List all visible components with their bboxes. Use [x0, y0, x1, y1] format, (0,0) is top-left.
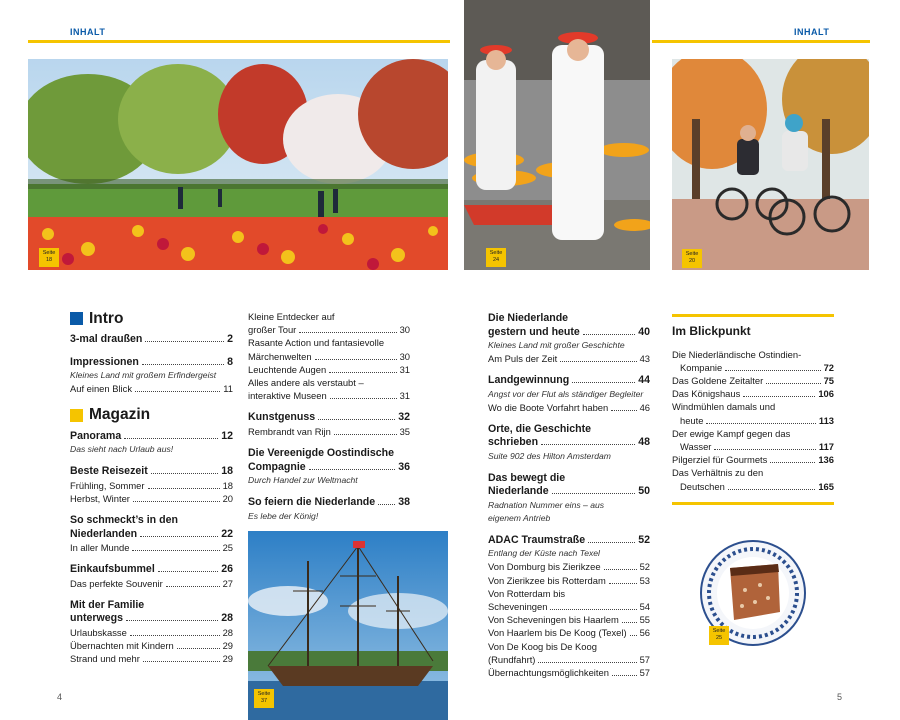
dot-leader [611, 410, 636, 411]
toc-entry[interactable] [70, 479, 233, 492]
toc-heading-entry[interactable] [248, 447, 410, 461]
toc-heading-entry[interactable] [488, 534, 650, 548]
section-heading-magazin [70, 406, 233, 424]
toc-entry[interactable] [672, 466, 834, 479]
toc-entry-title: heute [680, 414, 704, 426]
toc-entry[interactable] [672, 427, 834, 440]
toc-page-number: 54 [639, 601, 650, 613]
toc-page-number: 30 [399, 324, 410, 336]
toc-entry[interactable] [672, 440, 834, 453]
toc-entry-title: Einkaufsbummel [70, 563, 155, 576]
page-ref-tag: Seite 25 [709, 626, 729, 645]
dot-leader [541, 444, 635, 445]
toc-heading-entry[interactable] [248, 411, 410, 425]
blickpunkt-box [672, 314, 834, 505]
dot-leader [770, 462, 815, 463]
page-number-left: 4 [57, 692, 63, 702]
dot-leader [140, 536, 218, 537]
toc-heading-entry[interactable] [488, 485, 650, 499]
toc-entry-title: Die Niederländische Ostindien- [672, 348, 802, 360]
header-rule-left [28, 40, 450, 43]
dot-leader [766, 383, 820, 384]
toc-entry[interactable] [248, 389, 410, 402]
toc-heading-entry[interactable] [488, 436, 650, 450]
dot-leader [177, 648, 220, 649]
toc-entry-title: Das Verhältnis zu den [672, 467, 764, 479]
toc-page-number: 12 [221, 429, 233, 442]
toc-page-number: 18 [222, 479, 233, 491]
toc-entry-title: interaktive Museen [248, 390, 327, 402]
toc-entry-title: Wo die Boote Vorfahrt haben [488, 401, 609, 413]
toc-page-number: 36 [398, 460, 410, 473]
toc-subtitle: Entlang der Küste nach Texel [488, 548, 600, 559]
dot-leader [315, 359, 397, 360]
toc-entry[interactable] [488, 666, 650, 679]
toc-page-number: 53 [639, 574, 650, 586]
toc-entry-title: Der ewige Kampf gegen das [672, 427, 791, 439]
toc-page-number: 106 [818, 388, 834, 400]
dot-leader [714, 449, 815, 450]
toc-entry-title: Am Puls der Zeit [488, 353, 558, 364]
toc-page-number: 46 [639, 401, 650, 413]
toc-heading-entry[interactable] [70, 465, 233, 479]
page-ref-tag: Seite 20 [682, 249, 702, 268]
toc-subtitle: Das sieht nach Urlaub aus! [70, 444, 174, 455]
dot-leader [552, 493, 636, 494]
toc-heading-entry[interactable] [70, 430, 233, 444]
toc-entry-title: Das bewegt die [488, 471, 566, 484]
toc-entry-title: Kompanie [680, 361, 723, 373]
toc-entry-title: Kleine Entdecker auf [248, 311, 335, 322]
toc-entry-title: Auf einen Blick [70, 383, 133, 395]
dot-leader [299, 332, 396, 333]
toc-entry-title: unterwegs [70, 612, 123, 625]
toc-entry-title: Rembrandt van Rijn [248, 425, 331, 437]
toc-entry-title: Urlaubskasse [70, 626, 127, 638]
toc-entry[interactable] [672, 387, 834, 400]
toc-entry-title: Übernachten mit Kindern [70, 640, 174, 652]
toc-entry-title: Windmühlen damals und [672, 401, 776, 413]
dot-leader [126, 620, 218, 621]
dot-leader [143, 661, 220, 662]
toc-entry-title: ADAC Traumstraße [488, 533, 586, 546]
toc-heading-entry[interactable] [70, 514, 233, 528]
tall-ship-photo [248, 531, 448, 720]
toc-entry[interactable] [248, 323, 410, 336]
toc-entry-title: Panorama [70, 429, 122, 442]
toc-subtitle: Angst vor der Flut als ständiger Begleiter [488, 388, 644, 399]
toc-entry-title: Deutschen [680, 480, 725, 492]
dot-leader [330, 398, 397, 399]
dot-leader [728, 489, 816, 490]
toc-entry-title: Scheveningen [488, 601, 548, 613]
toc-heading-entry[interactable] [70, 599, 233, 613]
dot-leader [622, 622, 637, 623]
toc-page-number: 20 [222, 492, 233, 504]
page-ref-tag: Seite 37 [254, 689, 274, 708]
toc-entry[interactable] [70, 541, 233, 554]
toc-entry-title: Niederlanden [70, 527, 138, 540]
toc-heading-entry[interactable] [70, 356, 233, 370]
toc-page-number: 50 [638, 485, 650, 498]
dot-leader [334, 434, 397, 435]
toc-page-number: 8 [227, 355, 233, 368]
toc-entry[interactable] [70, 382, 233, 395]
dot-leader [538, 662, 636, 663]
toc-page-number: 26 [221, 563, 233, 576]
toc-column-2 [248, 310, 410, 523]
tulip-park-photo [28, 59, 448, 270]
toc-entry-title: Rasante Action und fantasievolle [248, 337, 385, 349]
toc-heading-entry[interactable] [248, 496, 410, 510]
toc-page-number: 28 [221, 612, 233, 625]
toc-entry[interactable] [488, 574, 650, 587]
toc-entry-title: Von Haarlem bis De Koog (Texel) [488, 627, 627, 639]
section-title: Magazin [89, 406, 151, 424]
toc-entry-title: gestern und heute [488, 325, 580, 338]
toc-entry-title: Das Goldene Zeitalter [672, 374, 764, 386]
dot-leader [130, 635, 220, 636]
toc-entry[interactable] [488, 560, 650, 573]
toc-page-number: 40 [638, 325, 650, 338]
toc-entry[interactable] [672, 348, 834, 361]
toc-subtitle: Kleines Land mit großer Geschichte [488, 340, 625, 350]
toc-page-number: 57 [639, 667, 650, 679]
toc-entry[interactable] [248, 425, 410, 438]
toc-entry-title: So feiern die Niederlande [248, 496, 376, 509]
toc-entry[interactable] [488, 613, 650, 626]
toc-entry[interactable] [70, 626, 233, 639]
toc-entry-title: So schmeckt’s in den [70, 514, 178, 527]
toc-entry[interactable] [70, 492, 233, 505]
toc-page-number: 44 [638, 374, 650, 387]
toc-heading-entry[interactable] [488, 472, 650, 486]
dot-leader [133, 501, 220, 502]
toc-page-number: 38 [398, 496, 410, 509]
toc-entry[interactable] [248, 363, 410, 376]
toc-page-number: 27 [222, 577, 233, 589]
toc-column-3 [488, 312, 650, 679]
toc-entry[interactable] [672, 414, 834, 427]
cyclists-photo [672, 59, 869, 270]
toc-entry-title: Von De Koog bis De Koog [488, 640, 597, 652]
toc-entry-title: Kunstgenuss [248, 411, 316, 424]
toc-entry[interactable] [70, 577, 233, 590]
toc-page-number: 11 [223, 383, 233, 395]
toc-entry[interactable] [488, 352, 650, 365]
dot-leader [706, 423, 815, 424]
page-ref-tag: Seite 18 [39, 248, 59, 267]
cake-plate-photo [700, 540, 806, 646]
toc-entry-title: Niederlande [488, 485, 549, 498]
toc-entry[interactable] [488, 587, 650, 600]
toc-heading-entry[interactable] [488, 374, 650, 388]
toc-subtitle: Suite 902 des Hilton Amsterdam [488, 450, 611, 461]
toc-page-number: 72 [823, 361, 834, 373]
toc-page-number: 31 [399, 363, 410, 375]
dot-leader [145, 341, 224, 342]
section-title: Intro [89, 310, 124, 327]
blickpunkt-title: Im Blickpunkt [672, 324, 751, 338]
page-number-right: 5 [837, 692, 843, 702]
running-header-left: INHALT [70, 27, 106, 37]
toc-entry-title: Pilgerziel für Gourmets [672, 454, 768, 466]
toc-entry[interactable] [672, 480, 834, 493]
toc-entry[interactable] [248, 336, 410, 349]
dot-leader [158, 571, 218, 572]
toc-page-number: 57 [639, 653, 650, 665]
toc-page-number: 117 [818, 440, 834, 452]
toc-page-number: 32 [398, 411, 410, 424]
toc-entry[interactable] [488, 640, 650, 653]
toc-entry-title: Leuchtende Augen [248, 363, 327, 375]
toc-entry-title: Beste Reisezeit [70, 465, 148, 478]
toc-subtitle: Durch Handel zur Weltmacht [248, 475, 358, 486]
toc-subtitle: Kleines Land mit großem Erfindergeist [70, 370, 217, 381]
dot-leader [329, 372, 396, 373]
toc-page-number: 31 [399, 390, 410, 402]
toc-entry-title: Frühling, Sommer [70, 479, 145, 491]
toc-entry[interactable] [70, 652, 233, 665]
toc-entry-title: Orte, die Geschichte [488, 422, 592, 435]
toc-entry[interactable] [248, 310, 410, 323]
toc-entry-title: Von Rotterdam bis [488, 587, 566, 599]
toc-entry[interactable] [488, 600, 650, 613]
toc-page-number: 22 [221, 527, 233, 540]
toc-page-number: 48 [638, 436, 650, 449]
toc-entry-title: Das perfekte Souvenir [70, 577, 163, 589]
toc-entry[interactable] [248, 376, 410, 389]
toc-heading-entry[interactable] [70, 612, 233, 626]
toc-subtitle: eigenem Antrieb [488, 512, 551, 523]
toc-page-number: 43 [639, 353, 650, 364]
toc-entry-title: Märchenwelten [248, 350, 312, 362]
dot-leader [560, 361, 636, 362]
toc-entry-title: Die Vereenigde Oostindische [248, 447, 395, 460]
toc-entry[interactable] [672, 361, 834, 374]
toc-entry-title: Von Zierikzee bis Rotterdam [488, 574, 606, 586]
toc-entry-title: Von Scheveningen bis Haarlem [488, 614, 619, 626]
toc-page-number: 28 [222, 626, 233, 638]
toc-entry[interactable] [672, 400, 834, 413]
dot-leader [588, 542, 635, 543]
intro-square-icon [70, 312, 83, 325]
toc-subtitle: Es lebe der König! [248, 510, 319, 521]
toc-page-number: 35 [399, 425, 410, 437]
dot-leader [166, 586, 220, 587]
toc-page-number: 30 [399, 350, 410, 362]
dot-leader [142, 364, 224, 365]
toc-page-number: 29 [222, 653, 233, 665]
toc-entry-title: schrieben [488, 436, 539, 449]
toc-entry[interactable] [672, 453, 834, 466]
dot-leader [318, 419, 395, 420]
toc-heading-entry[interactable] [248, 461, 410, 475]
dot-leader [550, 609, 636, 610]
section-heading-intro [70, 312, 233, 325]
toc-page-number: 55 [639, 614, 650, 626]
toc-column-1 [70, 312, 233, 666]
dot-leader [609, 583, 637, 584]
toc-entry-title: Das Königshaus [672, 388, 741, 400]
toc-entry[interactable] [488, 653, 650, 666]
dot-leader [630, 635, 637, 636]
dot-leader [604, 569, 637, 570]
toc-entry-title: Alles andere als verstaubt – [248, 377, 364, 389]
toc-entry-title: 3-mal draußen [70, 333, 143, 346]
toc-heading-entry[interactable] [488, 312, 650, 326]
toc-entry-title: Die Niederlande [488, 312, 569, 324]
toc-entry-title: Mit der Familie [70, 598, 145, 611]
toc-entry-title: Übernachtungsmöglichkeiten [488, 667, 609, 679]
page-ref-tag: Seite 24 [486, 248, 506, 267]
dot-leader [132, 550, 219, 551]
toc-heading-entry[interactable] [70, 333, 233, 347]
toc-page-number: 113 [818, 414, 834, 426]
toc-entry-title: großer Tour [248, 324, 297, 336]
toc-entry[interactable] [70, 639, 233, 652]
dot-leader [612, 675, 637, 676]
toc-page-number: 56 [639, 627, 650, 639]
cheese-carriers-photo [464, 0, 650, 270]
toc-entry-title: Impressionen [70, 355, 139, 368]
toc-entry-title: Strand und mehr [70, 653, 140, 665]
toc-page-number: 52 [638, 533, 650, 546]
magazin-square-icon [70, 409, 83, 422]
toc-heading-entry[interactable] [70, 528, 233, 542]
toc-entry[interactable] [248, 350, 410, 363]
dot-leader [743, 396, 815, 397]
toc-entry[interactable] [488, 626, 650, 639]
toc-subtitle: Radnation Nummer eins – aus [488, 499, 605, 510]
toc-entry-title: Von Domburg bis Zierikzee [488, 561, 601, 573]
dot-leader [378, 504, 395, 505]
dot-leader [583, 334, 635, 335]
toc-page-number: 2 [227, 333, 233, 346]
toc-entry-title: (Rundfahrt) [488, 653, 536, 665]
toc-entry-title: Compagnie [248, 460, 306, 473]
header-rule-right [652, 40, 870, 43]
toc-entry-title: In aller Munde [70, 542, 130, 554]
toc-entry-title: Landgewinnung [488, 374, 570, 387]
toc-heading-entry[interactable] [488, 423, 650, 437]
dot-leader [572, 382, 635, 383]
toc-page-number: 52 [639, 561, 650, 573]
dot-leader [725, 370, 820, 371]
dot-leader [124, 438, 218, 439]
toc-page-number: 29 [222, 640, 233, 652]
toc-page-number: 136 [818, 454, 834, 466]
toc-page-number: 25 [222, 542, 233, 554]
toc-page-number: 75 [823, 374, 834, 386]
dot-leader [309, 469, 396, 470]
toc-heading-entry[interactable] [70, 563, 233, 577]
running-header-right: INHALT [794, 27, 830, 37]
dot-leader [151, 473, 218, 474]
dot-leader [135, 391, 220, 392]
toc-heading-entry[interactable] [488, 326, 650, 340]
toc-entry[interactable] [488, 401, 650, 414]
toc-entry-title: Wasser [680, 440, 712, 452]
toc-page-number: 18 [221, 465, 233, 478]
dot-leader [148, 488, 220, 489]
toc-entry[interactable] [672, 374, 834, 387]
toc-entry-title: Herbst, Winter [70, 492, 130, 504]
toc-page-number: 165 [818, 480, 834, 492]
